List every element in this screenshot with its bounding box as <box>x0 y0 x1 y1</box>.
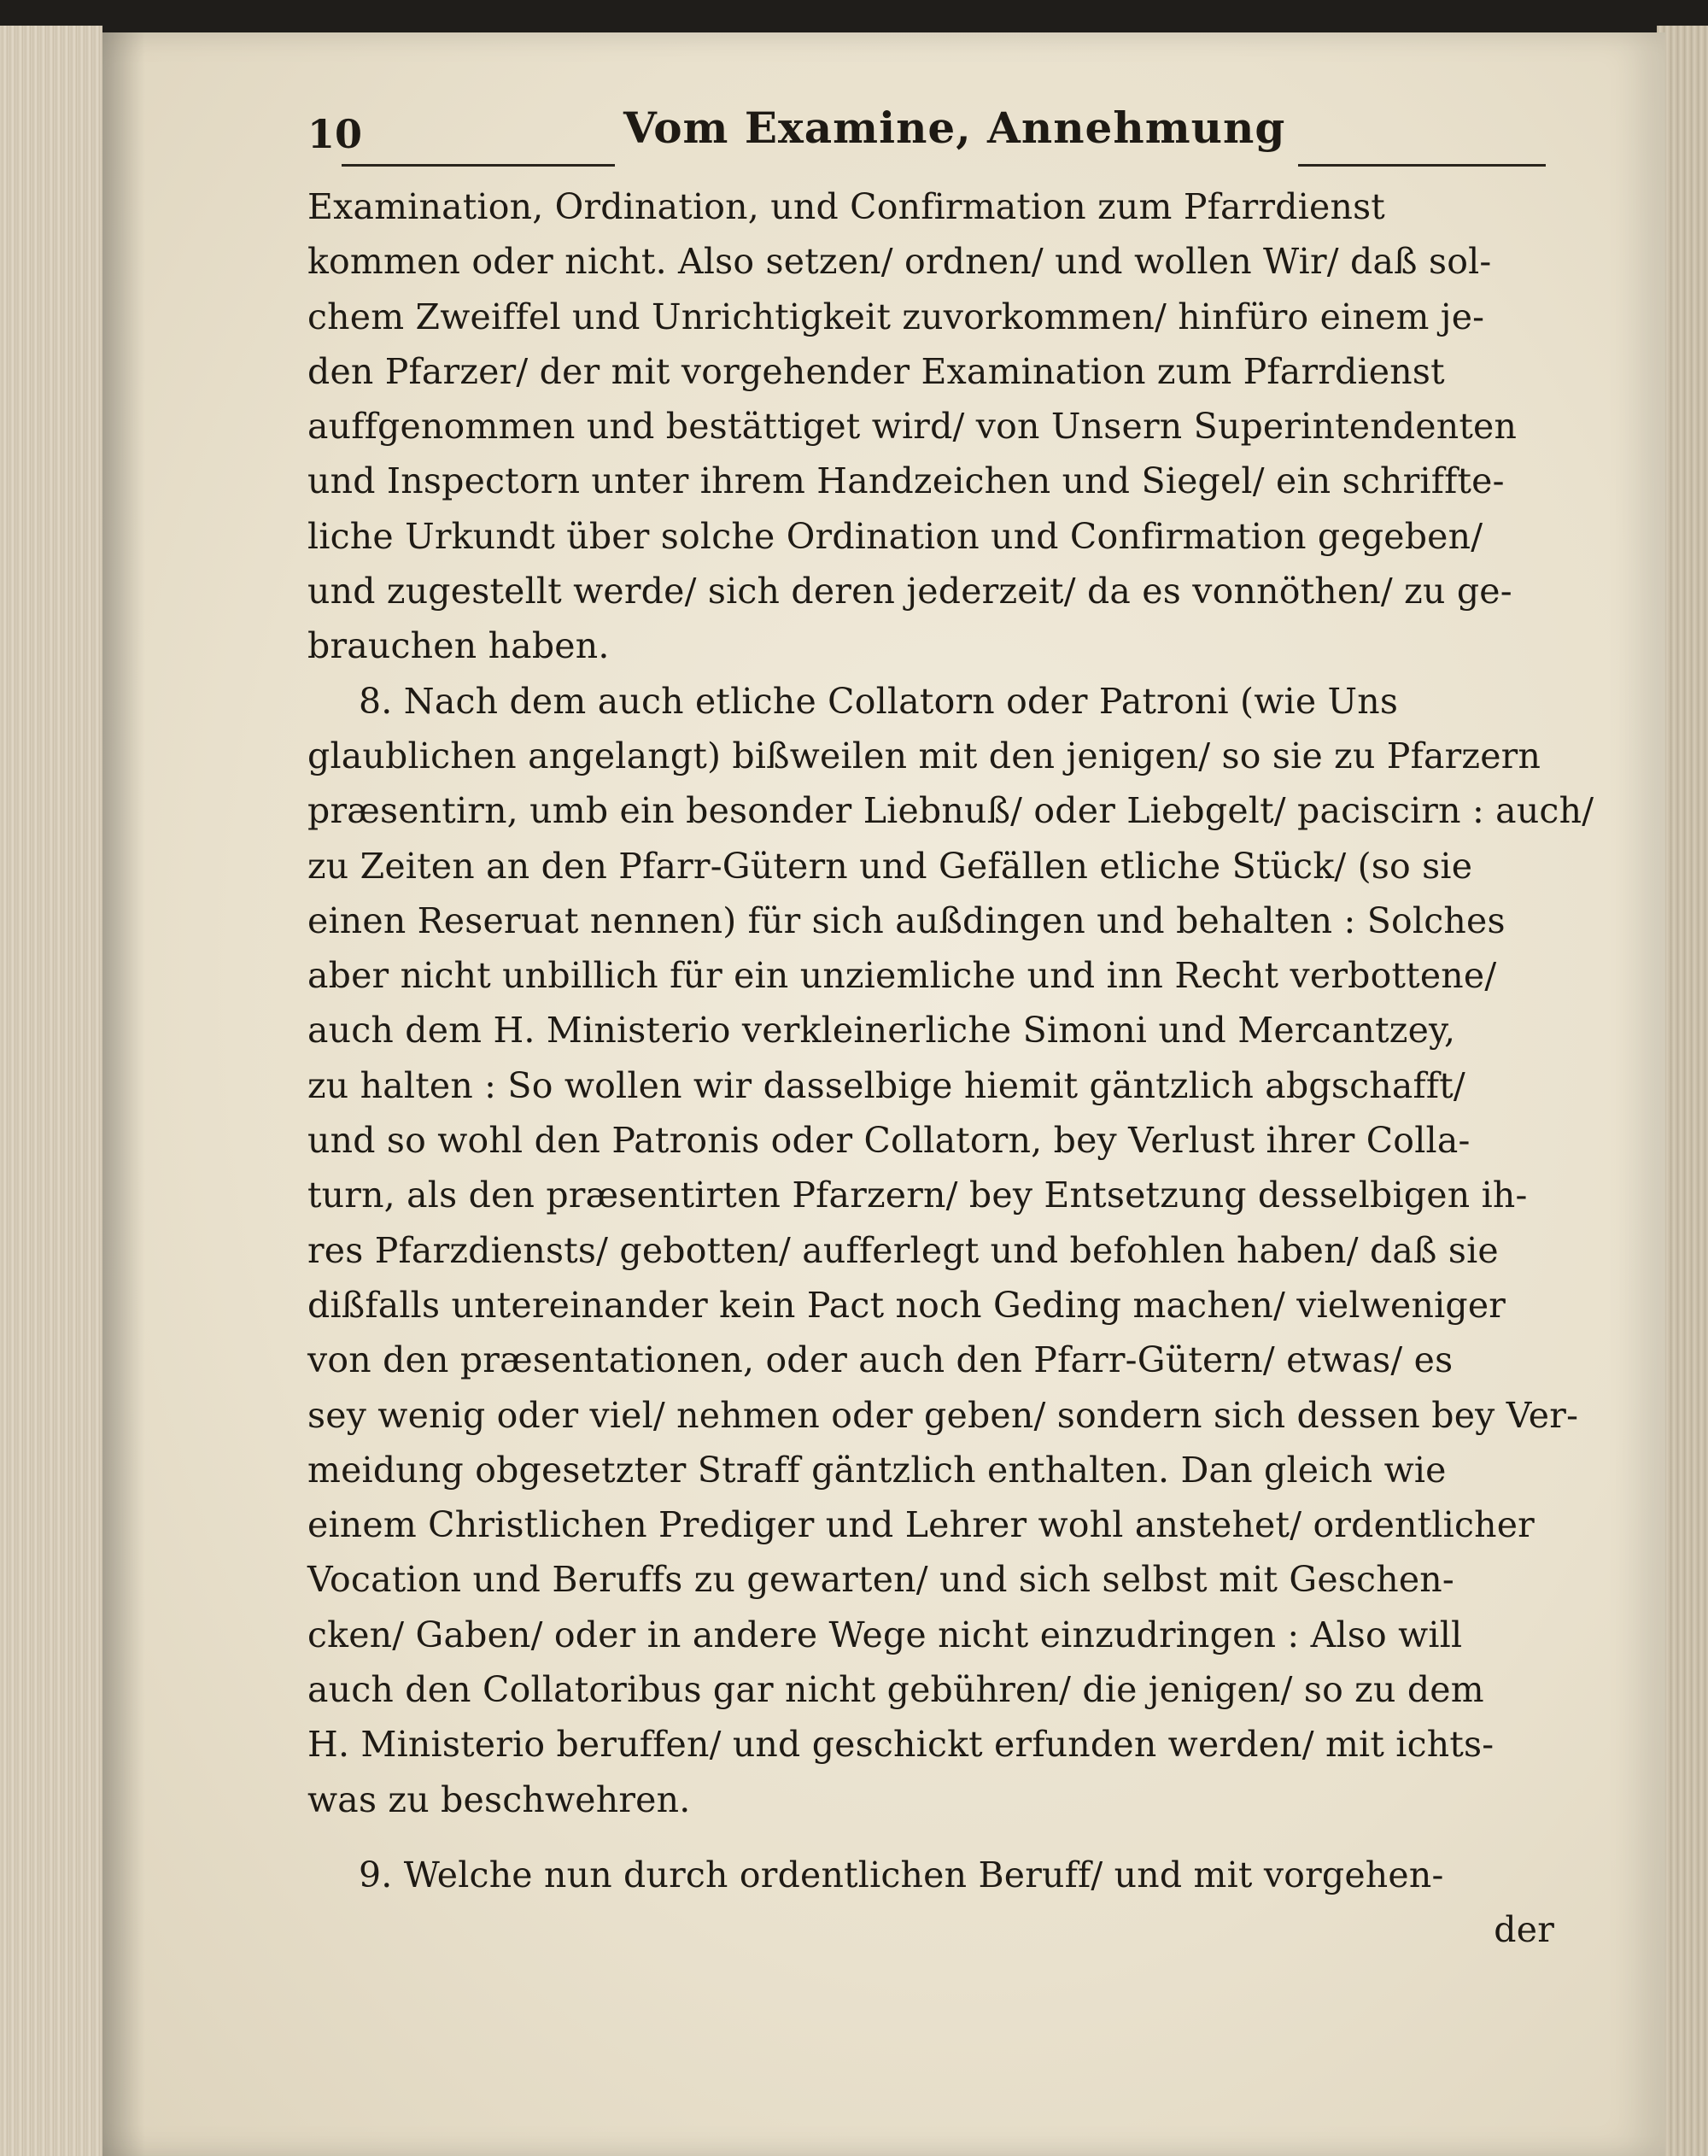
text-line: von den præsentationen, oder auch den Pfarr-Gütern/ etwas/ es <box>307 1339 1454 1381</box>
text-line: den Pfarzer/ der mit vorgehender Examination zum Pfarrdienst <box>307 350 1445 392</box>
text-line: turn, als den præsentirten Pfarzern/ bey Entsetzung desselbigen ih- <box>307 1175 1528 1216</box>
book-cover-edge <box>0 0 1708 34</box>
text-line: Examination, Ordination, und Confirmation zum Pfarrdienst <box>307 186 1385 227</box>
text-line: auch dem H. Ministerio verkleinerliche Simoni und Mercantzey, <box>307 1010 1456 1052</box>
gutter-shadow <box>102 32 145 2156</box>
text-line: res Pfarzdiensts/ gebotten/ aufferlegt und befohlen haben/ daß sie <box>307 1229 1499 1271</box>
text-line: liche Urkundt über solche Ordination und Confirmation gegeben/ <box>307 515 1483 557</box>
catchword: der <box>1494 1909 1554 1951</box>
text-line: und Inspectorn unter ihrem Handzeichen und Siegel/ ein schriffte- <box>307 460 1505 502</box>
paragraph-8-start: 8. Nach dem auch etliche Collatorn oder Patroni (wie Uns <box>359 680 1399 722</box>
page-header <box>307 103 1554 179</box>
text-line: und zugestellt werde/ sich deren jederzeit/ da es vonnöthen/ zu ge- <box>307 571 1512 612</box>
text-line: einen Reseruat nennen) für sich außdingen und behalten : Solches <box>307 899 1506 941</box>
page-text <box>307 103 1594 1958</box>
paragraph-gap <box>307 1827 1554 1848</box>
text-line: zu Zeiten an den Pfarr-Gütern und Gefällen etliche Stück/ (so sie <box>307 845 1473 887</box>
running-head: Vom Examine, Annehmung <box>623 103 1286 153</box>
text-line: glaublichen angelangt) bißweilen mit den jenigen/ so sie zu Pfarzern <box>307 735 1541 776</box>
text-line: aber nicht unbillich für ein unziemliche und inn Recht verbottene/ <box>307 955 1497 997</box>
text-line: Vocation und Beruffs zu gewarten/ und sich selbst mit Geschen- <box>307 1559 1454 1601</box>
text-line: sey wenig oder viel/ nehmen oder geben/ sondern sich dessen bey Ver- <box>307 1394 1579 1436</box>
text-line: dißfalls untereinander kein Pact noch Geding machen/ vielweniger <box>307 1284 1506 1326</box>
text-line: brauchen haben. <box>307 625 610 667</box>
text-line: chem Zweiffel und Unrichtigkeit zuvorkommen/ hinfüro einem je- <box>307 296 1485 337</box>
left-page-edges <box>0 26 102 2156</box>
text-line: meidung obgesetzter Straff gäntzlich enthalten. Dan gleich wie <box>307 1449 1447 1491</box>
page-number: 10 <box>307 111 363 157</box>
text-line: auch den Collatoribus gar nicht gebühren/ die jenigen/ so zu dem <box>307 1669 1484 1711</box>
text-line: und so wohl den Patronis oder Collatorn, bey Verlust ihrer Colla- <box>307 1120 1471 1162</box>
header-rule-left <box>342 164 615 167</box>
text-line: H. Ministerio beruffen/ und geschickt erfunden werden/ mit ichts- <box>307 1724 1494 1766</box>
text-line: cken/ Gaben/ oder in andere Wege nicht einzudringen : Also will <box>307 1614 1463 1655</box>
text-line: præsentirn, umb ein besonder Liebnuß/ oder Liebgelt/ paciscirn : auch/ <box>307 790 1594 832</box>
text-line: zu halten : So wollen wir dasselbige hiemit gäntzlich abgschafft/ <box>307 1064 1465 1106</box>
text-line: auffgenommen und bestättiget wird/ von Unsern Superintendenten <box>307 406 1518 448</box>
text-line: kommen oder nicht. Also setzen/ ordnen/ und wollen Wir/ daß sol- <box>307 241 1492 283</box>
header-rule-right <box>1298 164 1546 167</box>
text-line: einem Christlichen Prediger und Lehrer wohl anstehet/ ordentlicher <box>307 1504 1535 1546</box>
paragraph-9-start: 9. Welche nun durch ordentlichen Beruff/ und mit vorgehen- <box>359 1854 1444 1895</box>
text-line: was zu beschwehren. <box>307 1778 691 1820</box>
